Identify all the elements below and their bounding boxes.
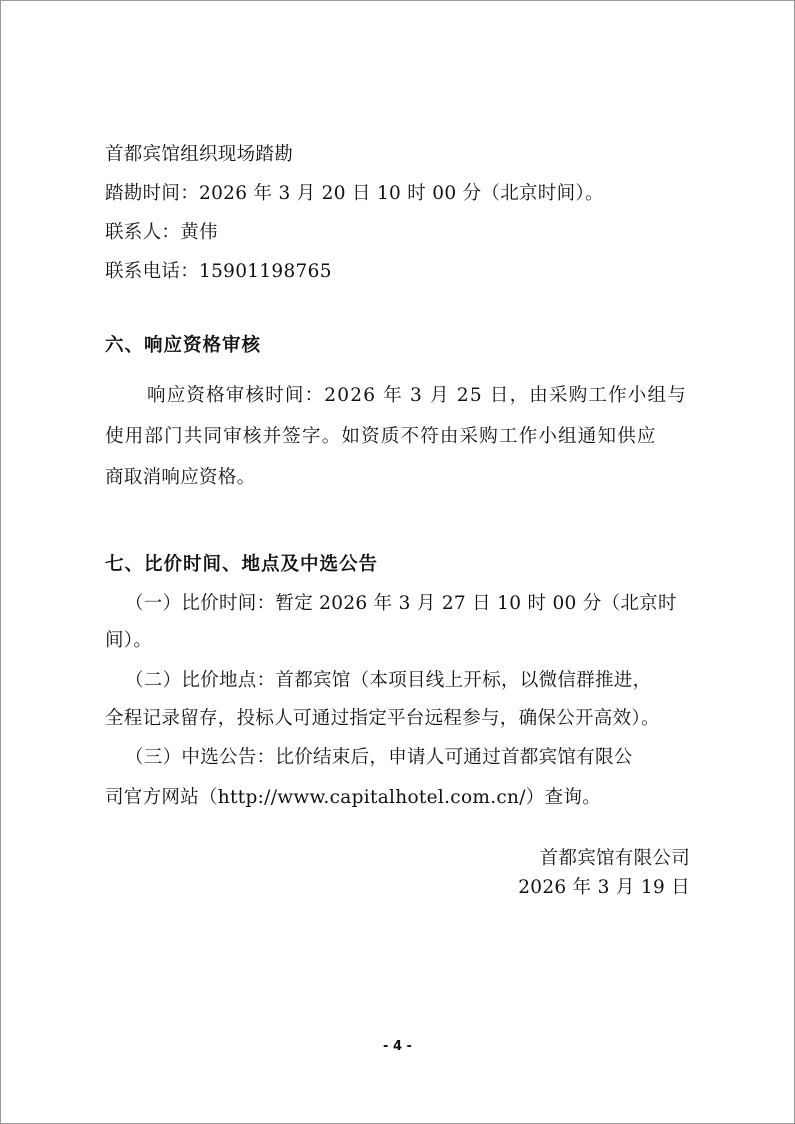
section7-heading: 七、比价时间、地点及中选公告 <box>105 554 379 575</box>
section7-item3-line: 司官方网站（http://www.capitalhotel.com.cn/）查询。 <box>105 787 602 808</box>
site-visit-time: 踏勘时间：2026 年 3 月 20 日 10 时 00 分（北京时间）。 <box>105 183 604 204</box>
section6-heading: 六、响应资格审核 <box>105 335 262 356</box>
section6-paragraph-line: 使用部门共同审核并签字。如资质不符由采购工作小组通知供应 <box>105 426 657 447</box>
site-visit-phone: 联系电话：15901198765 <box>105 261 332 282</box>
signature-company: 首都宾馆有限公司 <box>539 848 690 869</box>
section6-paragraph-line: 商取消响应资格。 <box>105 467 256 488</box>
section7-item1-line: 间）。 <box>105 630 153 651</box>
site-visit-contact: 联系人：黄伟 <box>105 222 218 243</box>
signature-date: 2026 年 3 月 19 日 <box>518 877 690 898</box>
site-visit-title: 首都宾馆组织现场踏勘 <box>105 144 294 165</box>
section7-item2-line: 全程记录留存，投标人可通过指定平台远程参与，确保公开高效）。 <box>105 708 660 729</box>
section7-item1-line: （一）比价时间：暂定 2026 年 3 月 27 日 10 时 00 分（北京时 <box>125 593 677 614</box>
section6-paragraph-line: 响应资格审核时间：2026 年 3 月 25 日，由采购工作小组与 <box>147 385 687 406</box>
section7-item2-line: （二）比价地点：首都宾馆（本项目线上开标，以微信群推进， <box>125 670 652 691</box>
page-number: - 4 - <box>383 1039 412 1054</box>
section7-item3-line: （三）中选公告：比价结束后，申请人可通过首都宾馆有限公 <box>125 747 633 768</box>
